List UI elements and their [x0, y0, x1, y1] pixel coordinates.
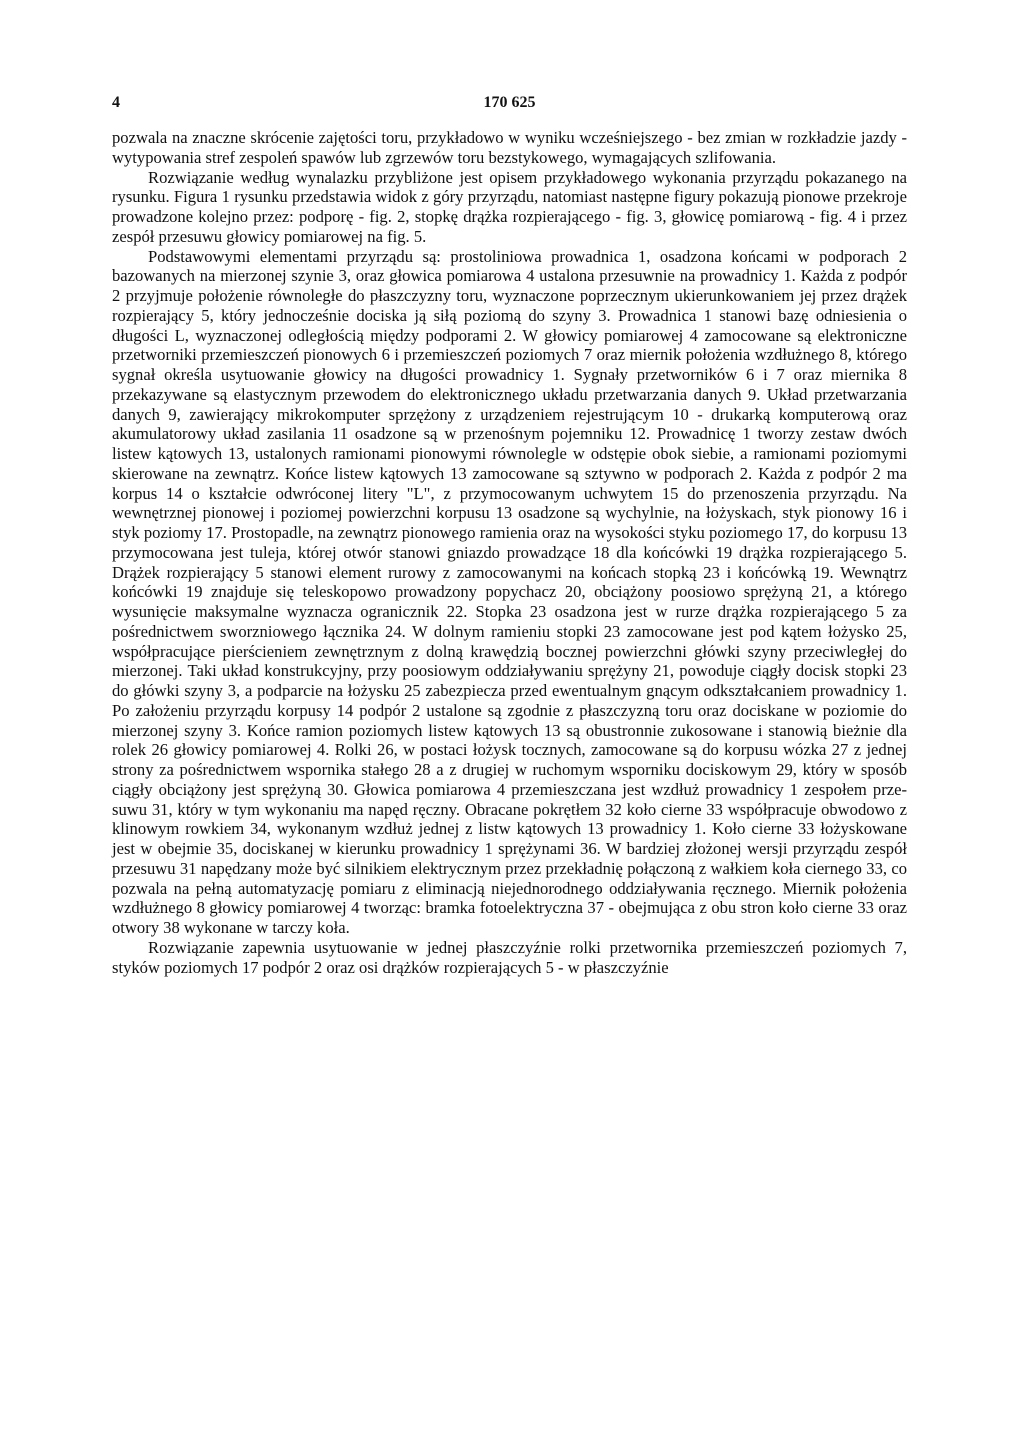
page-number: 4	[112, 94, 120, 111]
body-text	[112, 128, 907, 977]
paragraph-solution-plane: Rozwiązanie zapewnia usytuowanie w jednej płaszczyźnie rolki przetwornika przemieszczeń poziomych 7, styków poziomych 17 podpór 2 oraz osi drążków rozpierających 5 - w płaszczyźnie	[112, 937, 907, 977]
paragraph-main-elements: Podstawowymi elementami przyrządu są: prostoliniowa prowadnica 1, osadzona końcami w podporach 2 bazowanych na mierzonej szynie 3, oraz głowica pomiarowa 4 ustalona przesuwnie na prowadnicy 1. Każda z podpór 2 przyjmuje położenie równoległe do płaszczyzny toru, wyznaczone poprzecznym ukierunkowaniem jej przez drążek rozpierający 5, który jednocześnie dociska ją siłą poziomą do szyny 3. Prowadnica 1 stanowi bazę odniesienia o długości L, wyznaczonej odległością między podporami 2. W głowicy pomiarowej 4 zamocowane są elektroniczne przetworniki przemieszczeń pionowych 6 i przemieszczeń poziomych 7 oraz miernik położenia wzdłużnego 8, którego sygnał określa usytuowanie głowicy na długości prowadnicy 1. Sygnały przetworników 6 i 7 oraz miernika 8 przekazywane są elastycznym przewodem do elektronicznego układu przetwarzania danych 9. Układ przetwarzania danych 9, zawierający mikrokomputer sprzężony z urządzeniem rejestrującym 10 - drukarką komputerową oraz akumulatorowy układ zasilania 11 osadzone są w przenośnym pojemniku 12. Prowadnicę 1 tworzy zestaw dwóch listew kątowych 13, ustalonych ramionami pionowymi równolegle w odstępie obok siebie, a ramionami poziomymi skierowane na zewnątrz. Końce listew kątowych 13 zamocowane są sztywno w podporach 2. Każda z podpór 2 ma korpus 14 o kształcie odwróconej litery "L", z przymocowanym uchwytem 15 do przenoszenia przyrządu. Na wewnętrznej pionowej i poziomej powierzchni korpusu 13 osadzone są wychylnie, na łożyskach, styk pionowy 16 i styk poziomy 17. Prostopadle, na zewnątrz pionowego ramienia oraz na wysokości styku poziomego 17, do korpusu 13 przymocowana jest tuleja, której otwór stanowi gniazdo prowadzące 18 dla końcówki 19 drążka rozpierającego 5. Drążek rozpierający 5 stanowi element rurowy z zamocowanymi na końcach stopką 23 i końcówką 19. Wewnątrz końcówki 19 znajduje się teleskopowo prowadzony popychacz 20, obciążony poosiowo sprężyną 21, a którego wysunięcie maksymalne wyznacza ogranicznik 22. Stopka 23 osadzona jest w rurze drążka rozpierającego 5 za pośrednictwem sworzniowego łącznika 24. W dolnym ramieniu stopki 23 zamocowane jest pod kątem łożysko 25, współpracujące pierścieniem zewnętrznym z dolną krawędzią bocznej powierzchni główki szyny przeciwległej do mierzonej. Taki układ konstrukcyjny, przy poosiowym oddziaływaniu sprężyny 21, powoduje ciągły docisk stopki 23 do główki szyny 3, a podparcie na łożysku 25 zabezpiecza przed ewentualnym gnącym odkształcaniem prowadnicy 1. Po założeniu przyrządu korpusy 14 podpór 2 ustalone są zgodnie z płaszczyzną toru oraz dociskane w poziomie do mierzonej szyny 3. Końce ramion poziomych listew kątowych 13 są obustronnie zukosowane i stanowią bieżnie dla rolek 26 głowicy pomiarowej 4. Rolki 26, w postaci łożysk tocznych, zamocowane są do korpusu wózka 27 z jednej strony za pośrednictwem wspornika stałego 28 a z drugiej w ruchomym wsporniku dociskowym 29, który w sposób ciągły obciążony jest sprężyną 30. Głowica pomiarowa 4 przemieszczana jest wzdłuż prowadnicy 1 zespołem przesuwu 31, który w tym wykonaniu ma napęd ręczny. Obracane pokrętłem 32 koło cierne 33 współpracuje obwodowo z klinowym rowkiem 34, wykonanym wzdłuż jednej z listw kątowych 13 prowadnicy 1. Koło cierne 33 łożyskowane jest w obejmie 35, dociskanej w kierunku prowadnicy 1 sprężynami 36. W bardziej złożonej wersji przyrządu zespół przesuwu 31 napędzany może być silnikiem elektrycznym przez przekładnię połączoną z wałkiem koła ciernego 33, co pozwala na pełną automatyzację pomiaru z eliminacją niejednorodnego oddziaływania ręcznego. Miernik położenia wzdłużnego 8 głowicy pomiarowej 4 tworząc: bramka fotoelektryczna 37 - obejmująca z obu stron koło cierne 33 oraz otwory 38 wykonane w tarczy koła.	[112, 246, 907, 937]
paragraph-solution-description: Rozwiązanie według wynalazku przybliżone jest opisem przykładowego wykonania przyrządu pokazanego na rysunku. Figura 1 rysunku przedstawia widok z góry przyrządu, natomiast następne figury pokazują pionowe przekroje prowadzone kolejno przez: podporę - fig. 2, stopkę drążka rozpierającego - fig. 3, głowicę pomiarową - fig. 4 i przez zespół przesuwu głowicy pomiarowej na fig. 5.	[112, 167, 907, 246]
page-header	[112, 94, 907, 118]
patent-number: 170 625	[483, 94, 536, 111]
paragraph-continuation: pozwala na znaczne skrócenie zajętości toru, przykładowo w wyniku wcześniejszego - bez zmian w rozkładzie jazdy - wytypowania stref zespoleń spawów lub zgrzewów toru bezstykowego, wymagających szlifowania.	[112, 128, 907, 167]
